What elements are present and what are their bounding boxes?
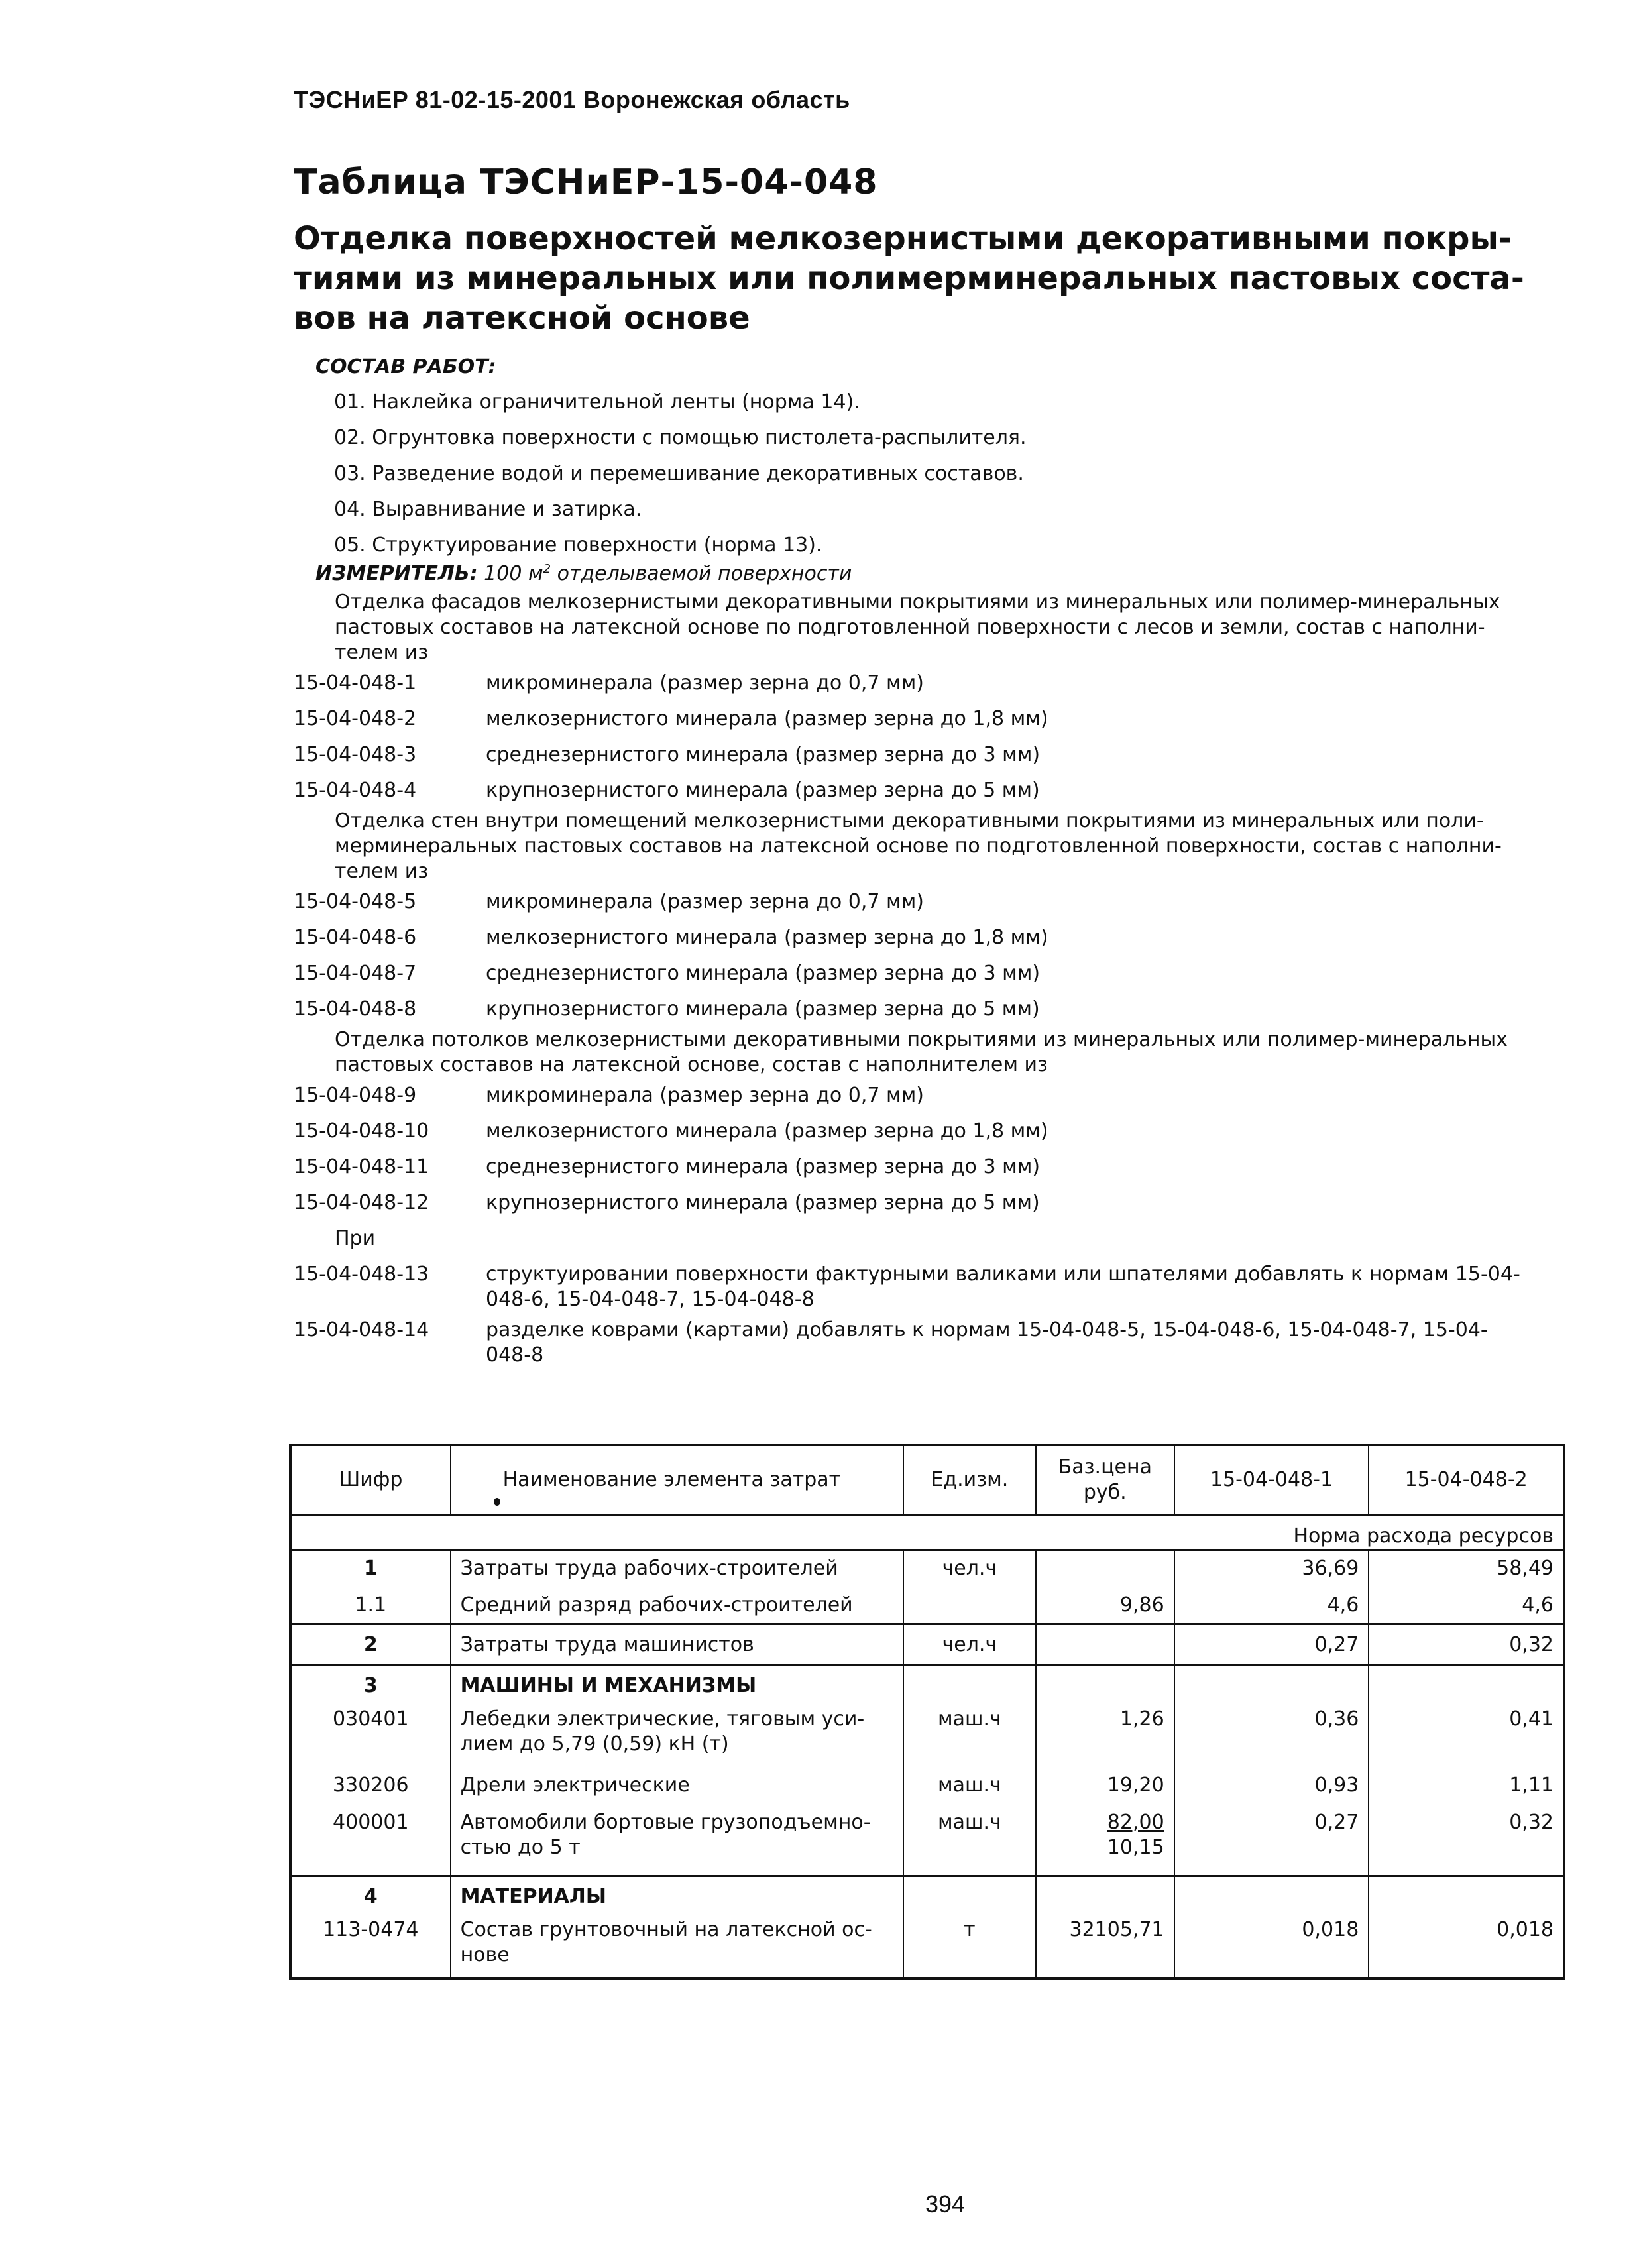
norm-item — [294, 884, 1612, 920]
main-title — [294, 219, 1612, 338]
table-row — [290, 1666, 1564, 1707]
row-name: Средний разряд рабочих-строителей — [451, 1587, 903, 1624]
row-name: Дрели электрические — [451, 1773, 903, 1810]
row-value-1 — [1174, 1666, 1369, 1707]
row-unit: маш.ч — [903, 1707, 1036, 1773]
header-price-line: Баз.цена — [1058, 1455, 1152, 1479]
row-price: 9,86 — [1036, 1587, 1174, 1624]
resource-table — [289, 1444, 1565, 1980]
work-item: 03. Разведение водой и перемешивание декоративных составов. — [334, 462, 1024, 485]
row-value-1: 0,27 — [1174, 1624, 1369, 1666]
norm-text: мелкозернистого минерала (размер зерна до 1,8 мм) — [486, 707, 1048, 730]
table-row — [290, 1587, 1564, 1624]
row-unit: маш.ч — [903, 1810, 1036, 1876]
norm-code: 15-04-048-2 — [294, 707, 417, 730]
norm-text: мелкозернистого минерала (размер зерна до 1,8 мм) — [486, 1119, 1048, 1143]
row-name-line: нове — [460, 1943, 510, 1966]
norm-label-row — [290, 1515, 1564, 1550]
norm-item — [294, 665, 1612, 701]
norm-entries — [294, 590, 1612, 1373]
work-item: 01. Наклейка ограничительной ленты (норма 14). — [334, 390, 860, 414]
norm-item — [294, 992, 1612, 1027]
row-name — [451, 1917, 903, 1978]
section-heading: МАШИНЫ И МЕХАНИЗМЫ — [451, 1666, 903, 1707]
row-unit: чел.ч — [903, 1550, 1036, 1587]
norm-code: 15-04-048-8 — [294, 997, 417, 1021]
work-item: 05. Структуирование поверхности (норма 13). — [334, 534, 822, 557]
main-title-line: тиями из минеральных или полимерминеральных пастовых соста- — [294, 260, 1524, 297]
work-item: 04. Выравнивание и затирка. — [334, 498, 642, 521]
row-unit: маш.ч — [903, 1773, 1036, 1810]
norm-text-line: структуировании поверхности фактурными валиками или шпателями добавлять к нормам 15-04- — [486, 1263, 1520, 1286]
norm-text: мелкозернистого минерала (размер зерна до 1,8 мм) — [486, 926, 1048, 949]
row-name-line: Лебедки электрические, тяговым уси- — [460, 1707, 865, 1730]
norm-item — [294, 920, 1612, 956]
main-title-line: вов на латексной основе — [294, 300, 750, 337]
row-shifr: 330206 — [290, 1773, 451, 1810]
measure-line — [315, 562, 852, 585]
norm-code: 15-04-048-1 — [294, 671, 417, 695]
norm-code: 15-04-048-11 — [294, 1155, 429, 1178]
row-price — [1036, 1876, 1174, 1917]
row-value-1: 0,36 — [1174, 1707, 1369, 1773]
page-number: 394 — [925, 2190, 966, 2218]
group-description — [294, 1027, 1612, 1078]
row-price — [1036, 1666, 1174, 1707]
group-description — [294, 590, 1612, 665]
row-name-line: стью до 5 т — [460, 1835, 581, 1859]
row-shifr: 030401 — [290, 1707, 451, 1773]
group-description-line: мерминеральных пастовых составов на латексной основе по подготовленной поверхности, состав с наполни- — [335, 834, 1502, 858]
header-price — [1036, 1445, 1174, 1515]
row-shifr: 2 — [290, 1624, 451, 1666]
table-row — [290, 1810, 1564, 1876]
header-price-line: руб. — [1083, 1481, 1127, 1504]
row-shifr: 113-0474 — [290, 1917, 451, 1978]
norm-code: 15-04-048-10 — [294, 1119, 429, 1143]
table-row — [290, 1876, 1564, 1917]
table-row — [290, 1550, 1564, 1587]
row-name — [451, 1810, 903, 1876]
row-shifr: 1 — [290, 1550, 451, 1587]
norm-item — [294, 773, 1612, 809]
header-col1: 15-04-048-1 — [1174, 1445, 1369, 1515]
row-price-line: 82,00 — [1107, 1810, 1164, 1834]
norm-code: 15-04-048-6 — [294, 926, 417, 949]
row-price: 32105,71 — [1036, 1917, 1174, 1978]
works-list — [334, 384, 1027, 563]
norm-text: крупнозернистого минерала (размер зерна до 5 мм) — [486, 779, 1040, 802]
row-value-2: 0,32 — [1369, 1810, 1564, 1876]
norm-text: микроминерала (размер зерна до 0,7 мм) — [486, 671, 924, 695]
row-name: Затраты труда машинистов — [451, 1624, 903, 1666]
row-price-line: 10,15 — [1107, 1835, 1164, 1859]
section-heading: МАТЕРИАЛЫ — [451, 1876, 903, 1917]
row-price: 19,20 — [1036, 1773, 1174, 1810]
group-description-line: Отделка фасадов мелкозернистыми декоративными покрытиями из минеральных или полимер-минеральных — [335, 591, 1500, 614]
measure-value: 100 м — [484, 562, 543, 585]
norm-code: 15-04-048-5 — [294, 890, 417, 913]
norm-text — [486, 1262, 1520, 1312]
row-price — [1036, 1550, 1174, 1587]
row-name: Затраты труда рабочих-строителей — [451, 1550, 903, 1587]
row-value-1: 36,69 — [1174, 1550, 1369, 1587]
norm-code: 15-04-048-9 — [294, 1084, 417, 1107]
norm-item — [294, 1185, 1612, 1221]
norm-text: среднезернистого минерала (размер зерна до 3 мм) — [486, 1155, 1041, 1178]
row-value-1 — [1174, 1876, 1369, 1917]
row-unit: т — [903, 1917, 1036, 1978]
norm-item — [294, 1262, 1612, 1312]
row-value-2 — [1369, 1876, 1564, 1917]
norm-item — [294, 956, 1612, 992]
scan-speck — [494, 1498, 500, 1506]
row-unit — [903, 1876, 1036, 1917]
pri-label: При — [335, 1227, 376, 1250]
norm-item — [294, 1078, 1612, 1113]
row-value-2: 58,49 — [1369, 1550, 1564, 1587]
norm-text-line: 048-6, 15-04-048-7, 15-04-048-8 — [486, 1288, 815, 1311]
row-name — [451, 1707, 903, 1773]
row-value-2 — [1369, 1666, 1564, 1707]
group-description-line: телем из — [335, 641, 429, 664]
row-name-line: Состав грунтовочный на латексной ос- — [460, 1917, 872, 1941]
row-value-2: 4,6 — [1369, 1587, 1564, 1624]
row-price — [1036, 1624, 1174, 1666]
row-price — [1036, 1810, 1174, 1876]
running-header: ТЭСНиЕР 81-02-15-2001 Воронежская область — [294, 86, 850, 113]
work-item: 02. Огрунтовка поверхности с помощью пистолета-распылителя. — [334, 426, 1027, 449]
row-shifr: 1.1 — [290, 1587, 451, 1624]
measure-value-rest: отделываемой поверхности — [551, 562, 852, 585]
row-unit — [903, 1587, 1036, 1624]
row-price: 1,26 — [1036, 1707, 1174, 1773]
group-description-line: Отделка потолков мелкозернистыми декоративными покрытиями из минеральных или полимер-минеральных — [335, 1028, 1508, 1051]
sostav-label: СОСТАВ РАБОТ: — [315, 355, 496, 378]
norm-text: среднезернистого минерала (размер зерна до 3 мм) — [486, 743, 1041, 766]
norm-text: крупнозернистого минерала (размер зерна до 5 мм) — [486, 1191, 1040, 1214]
norm-code: 15-04-048-14 — [294, 1318, 429, 1341]
norm-code: 15-04-048-4 — [294, 779, 417, 802]
table-row — [290, 1707, 1564, 1773]
norm-item — [294, 701, 1612, 737]
table-row — [290, 1773, 1564, 1810]
norm-text-line: разделке коврами (картами) добавлять к нормам 15-04-048-5, 15-04-048-6, 15-04-048-7, 15-04- — [486, 1318, 1488, 1341]
norm-text: микроминерала (размер зерна до 0,7 мм) — [486, 1084, 924, 1107]
row-value-2: 0,018 — [1369, 1917, 1564, 1978]
row-value-1: 0,018 — [1174, 1917, 1369, 1978]
row-unit — [903, 1666, 1036, 1707]
norm-text: среднезернистого минерала (размер зерна до 3 мм) — [486, 962, 1041, 985]
header-unit: Ед.изм. — [903, 1445, 1036, 1515]
group-description-line: телем из — [335, 860, 429, 883]
header-col2: 15-04-048-2 — [1369, 1445, 1564, 1515]
norm-code: 15-04-048-7 — [294, 962, 417, 985]
norm-item — [294, 1318, 1612, 1368]
table-title: Таблица ТЭСНиЕР-15-04-048 — [294, 162, 878, 202]
norm-code: 15-04-048-13 — [294, 1263, 429, 1286]
row-value-1: 0,93 — [1174, 1773, 1369, 1810]
row-name-line: Автомобили бортовые грузоподъемно- — [460, 1810, 871, 1834]
norm-text — [486, 1318, 1488, 1368]
norm-code: 15-04-048-3 — [294, 743, 417, 766]
header-shifr: Шифр — [290, 1445, 451, 1515]
row-value-2: 0,41 — [1369, 1707, 1564, 1773]
row-name-line: лием до 5,79 (0,59) кН (т) — [460, 1732, 729, 1756]
measure-label: ИЗМЕРИТЕЛЬ: — [315, 562, 478, 585]
main-title-line: Отделка поверхностей мелкозернистыми декоративными покры- — [294, 220, 1512, 257]
norm-text-line: 048-8 — [486, 1343, 544, 1367]
norm-item — [294, 1113, 1612, 1149]
row-value-2: 0,32 — [1369, 1624, 1564, 1666]
row-shifr: 4 — [290, 1876, 451, 1917]
row-shifr: 400001 — [290, 1810, 451, 1876]
group-description-line: Отделка стен внутри помещений мелкозернистыми декоративными покрытиями из минеральных или поли- — [335, 809, 1484, 832]
table-row — [290, 1624, 1564, 1666]
norm-label: Норма расхода ресурсов — [290, 1515, 1564, 1550]
norm-item — [294, 737, 1612, 773]
row-value-2: 1,11 — [1369, 1773, 1564, 1810]
norm-text: крупнозернистого минерала (размер зерна до 5 мм) — [486, 997, 1040, 1021]
table-row — [290, 1917, 1564, 1978]
row-value-1: 0,27 — [1174, 1810, 1369, 1876]
measure-sup: 2 — [543, 562, 551, 576]
group-description-line: пастовых составов на латексной основе по подготовленной поверхности с лесов и земли, состав с наполни- — [335, 616, 1485, 639]
table-header-row — [290, 1445, 1564, 1515]
header-name: Наименование элемента затрат — [451, 1445, 903, 1515]
group-description — [294, 809, 1612, 884]
norm-item — [294, 1149, 1612, 1185]
row-shifr: 3 — [290, 1666, 451, 1707]
norm-text: микроминерала (размер зерна до 0,7 мм) — [486, 890, 924, 913]
group-description-line: пастовых составов на латексной основе, состав с наполнителем из — [335, 1053, 1048, 1076]
row-unit: чел.ч — [903, 1624, 1036, 1666]
row-value-1: 4,6 — [1174, 1587, 1369, 1624]
norm-code: 15-04-048-12 — [294, 1191, 429, 1214]
